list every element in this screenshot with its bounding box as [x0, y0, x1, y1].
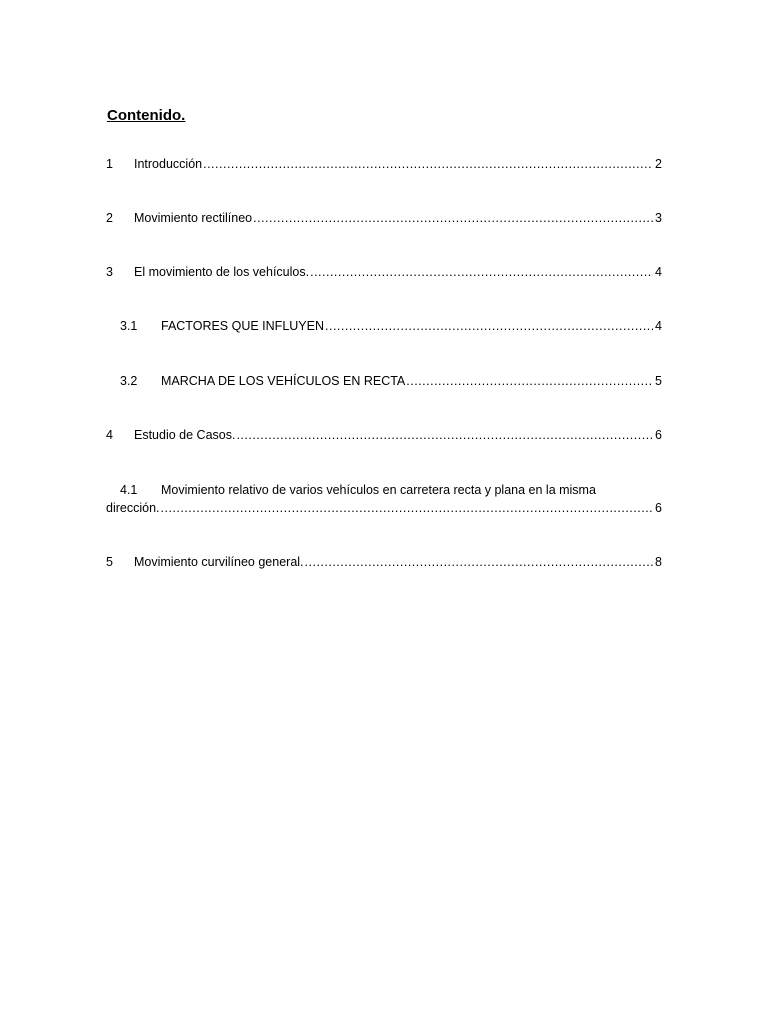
toc-title: Contenido. [107, 107, 186, 124]
toc-entry-number: 4 [106, 428, 113, 442]
toc-entry-text: Estudio de Casos. [134, 428, 236, 442]
toc-entry-page: 5 [655, 374, 662, 388]
toc-leader-dots [236, 426, 653, 444]
toc-entry-movimiento-vehiculos[interactable] [106, 263, 662, 281]
toc-entry-movimiento-rectilineo[interactable] [106, 209, 662, 227]
toc-entry-page: 4 [655, 319, 662, 333]
toc-entry-number: 3.2 [120, 374, 138, 388]
toc-entry-text: MARCHA DE LOS VEHÍCULOS EN RECTA [161, 374, 406, 388]
toc-entry-text: Movimiento rectilíneo [134, 211, 253, 225]
toc-entry-text: Introducción [134, 157, 203, 171]
toc-entry-line [120, 481, 662, 499]
toc-entry-number: 5 [106, 555, 113, 569]
toc-leader-dots [310, 263, 653, 281]
toc-entry-page: 4 [655, 265, 662, 279]
toc-entry-number: 3 [106, 265, 113, 279]
toc-leader-dots [305, 553, 654, 571]
toc-entry-text: El movimiento de los vehículos. [134, 265, 310, 279]
toc-entry-page: 3 [655, 211, 662, 225]
toc-entry-text: Movimiento curvilíneo general. [134, 555, 304, 569]
toc-entry-number: 3.1 [120, 319, 138, 333]
toc-entry-page: 6 [655, 428, 662, 442]
toc-entry-text: Movimiento relativo de varios vehículos en carretera recta y plana en la misma [161, 483, 596, 497]
toc-entry-number: 1 [106, 157, 113, 171]
toc-leader-dots [325, 317, 653, 335]
toc-leader-dots [406, 372, 653, 390]
toc-entry-text-continued: dirección. [106, 501, 160, 515]
toc-entry-movimiento-curvilineo[interactable] [106, 553, 662, 571]
toc-entry-page: 6 [655, 501, 662, 515]
toc-entry-factores-que-influyen[interactable] [120, 317, 662, 335]
toc-leader-dots [161, 499, 654, 517]
toc-leader-dots [253, 209, 653, 227]
toc-entry-movimiento-relativo[interactable] [106, 481, 662, 517]
toc-entry-estudio-de-casos[interactable] [106, 426, 662, 444]
toc-entry-text: FACTORES QUE INFLUYEN [161, 319, 324, 333]
toc-entry-introduccion[interactable] [106, 155, 662, 173]
toc-entry-page: 8 [655, 555, 662, 569]
toc-leader-dots [203, 155, 653, 173]
toc-entry-number: 2 [106, 211, 113, 225]
toc-entry-number: 4.1 [120, 483, 138, 497]
toc-entry-line [106, 499, 662, 517]
toc-entry-marcha-vehiculos-recta[interactable] [120, 372, 662, 390]
toc-entry-page: 2 [655, 157, 662, 171]
